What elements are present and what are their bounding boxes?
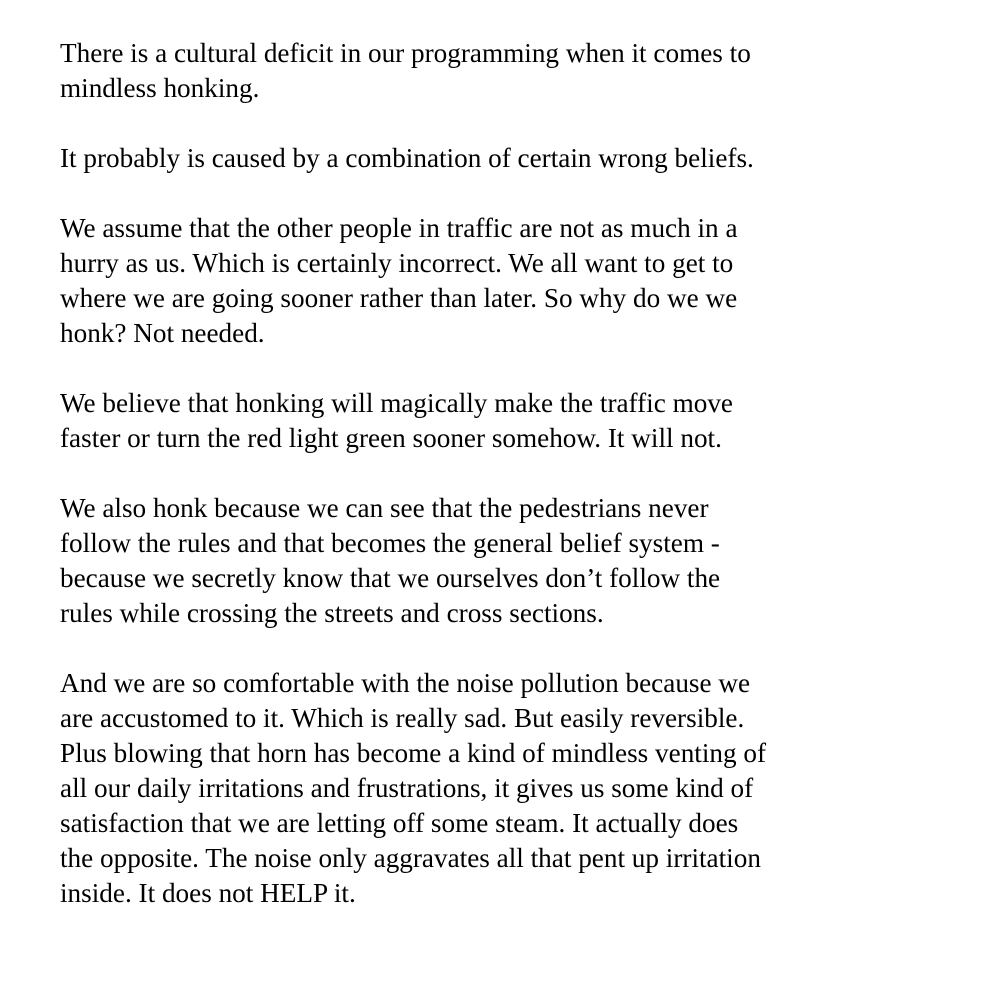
text-line: And we are so comfortable with the noise pollution because we	[60, 668, 751, 698]
text-line: There is a cultural deficit in our programming when it comes to	[60, 38, 751, 68]
paragraph-hurry-assumption	[60, 211, 960, 351]
text-line: the opposite. The noise only aggravates all that pent up irritation	[60, 843, 761, 873]
text-line: mindless honking.	[60, 73, 260, 103]
paragraph-wrong-beliefs	[60, 141, 960, 176]
text-line: all our daily irritations and frustrations, it gives us some kind of	[60, 773, 754, 803]
text-line: hurry as us. Which is certainly incorrect. We all want to get to	[60, 248, 734, 278]
text-line: where we are going sooner rather than later. So why do we we	[60, 283, 738, 313]
text-line: faster or turn the red light green sooner somehow. It will not.	[60, 423, 722, 453]
text-line: are accustomed to it. Which is really sad. But easily reversible.	[60, 703, 745, 733]
text-line: follow the rules and that becomes the general belief system -	[60, 528, 720, 558]
paragraph-magical-honking	[60, 386, 960, 456]
text-line: inside. It does not HELP it.	[60, 878, 356, 908]
text-line: Plus blowing that horn has become a kind of mindless venting of	[60, 738, 767, 768]
text-line: We assume that the other people in traffic are not as much in a	[60, 213, 738, 243]
text-line: because we secretly know that we ourselves don’t follow the	[60, 563, 721, 593]
text-line: honk? Not needed.	[60, 318, 265, 348]
text-line: satisfaction that we are letting off some steam. It actually does	[60, 808, 739, 838]
text-line: It probably is caused by a combination of certain wrong beliefs.	[60, 143, 754, 173]
document-body	[60, 36, 960, 946]
text-line: We believe that honking will magically make the traffic move	[60, 388, 733, 418]
paragraph-pedestrians	[60, 491, 960, 631]
text-line: rules while crossing the streets and cross sections.	[60, 598, 604, 628]
paragraph-noise-pollution	[60, 666, 960, 911]
text-line: We also honk because we can see that the pedestrians never	[60, 493, 709, 523]
paragraph-cultural-deficit	[60, 36, 960, 106]
